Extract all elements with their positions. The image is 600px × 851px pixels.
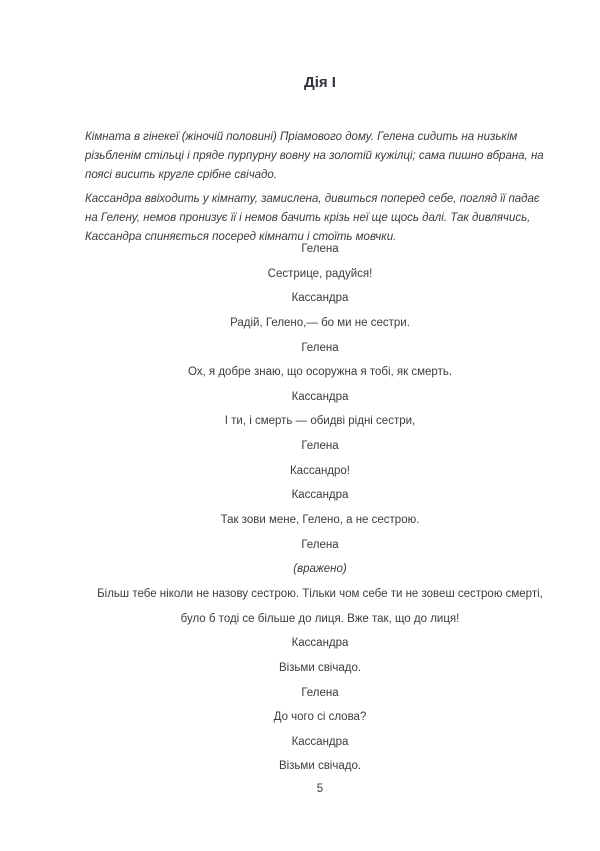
dialogue-line: До чого сі слова? bbox=[273, 711, 367, 724]
character-name: Гелена bbox=[301, 538, 339, 551]
stage-direction: Кассандра ввіходить у кімнату, замислена, дивиться поперед себе, погляд її падає на Гелену, немов пронизує її і немов бачить крізь неї ще щось далі. Так дивлячись, Кассандра спиняється посеред кімнати і стоїть мовчки. bbox=[85, 193, 540, 243]
character-name: Кассандра bbox=[291, 292, 349, 305]
character-name: Гелена bbox=[301, 440, 339, 453]
character-name: Кассандра bbox=[291, 390, 349, 403]
dialogue-line: Ох, я добре знаю, що осоружна я тобі, як смерть. bbox=[187, 366, 453, 379]
dialogue-line: Більш тебе ніколи не назову сестрою. Тільки чом себе ти не зовеш сестрою смерті, bbox=[97, 587, 543, 600]
dialogue-section bbox=[85, 237, 555, 779]
dialogue-line: Візьми свічадо. bbox=[278, 760, 362, 773]
dialogue-line: Візьми свічадо. bbox=[278, 661, 362, 674]
act-title: Дія I bbox=[304, 74, 336, 91]
dialogue-line: Сестрице, радуйся! bbox=[267, 267, 373, 280]
character-name: Гелена bbox=[301, 686, 339, 699]
dialogue-line: Так зови мене, Гелено, а не сестрою. bbox=[220, 514, 420, 527]
character-name: Кассандра bbox=[291, 489, 349, 502]
dialogue-line: Кассандро! bbox=[289, 464, 351, 477]
character-name: Кассандра bbox=[291, 637, 349, 650]
dialogue-line: І ти, і смерть — обидві рідні сестри, bbox=[224, 415, 416, 428]
stage-directions-section bbox=[85, 128, 555, 252]
dialogue-line: Радій, Гелено,— бо ми не сестри. bbox=[230, 316, 410, 329]
parenthetical: (вражено) bbox=[293, 563, 347, 576]
stage-direction: Кімната в гінекеї (жіночій половині) Пріамового дому. Гелена сидить на низькім різьбленім стільці і пряде пурпурну вовну на золотій кужілці; сама пишно вбрана, на поясі висить кругле срібне свічадо. bbox=[85, 131, 544, 181]
character-name: Гелена bbox=[301, 341, 339, 354]
page-number: 5 bbox=[316, 783, 324, 795]
character-name: Гелена bbox=[301, 243, 339, 255]
dialogue-line: було б тоді се більше до лиця. Вже так, що до лиця! bbox=[180, 612, 460, 625]
character-name: Кассандра bbox=[291, 735, 349, 748]
